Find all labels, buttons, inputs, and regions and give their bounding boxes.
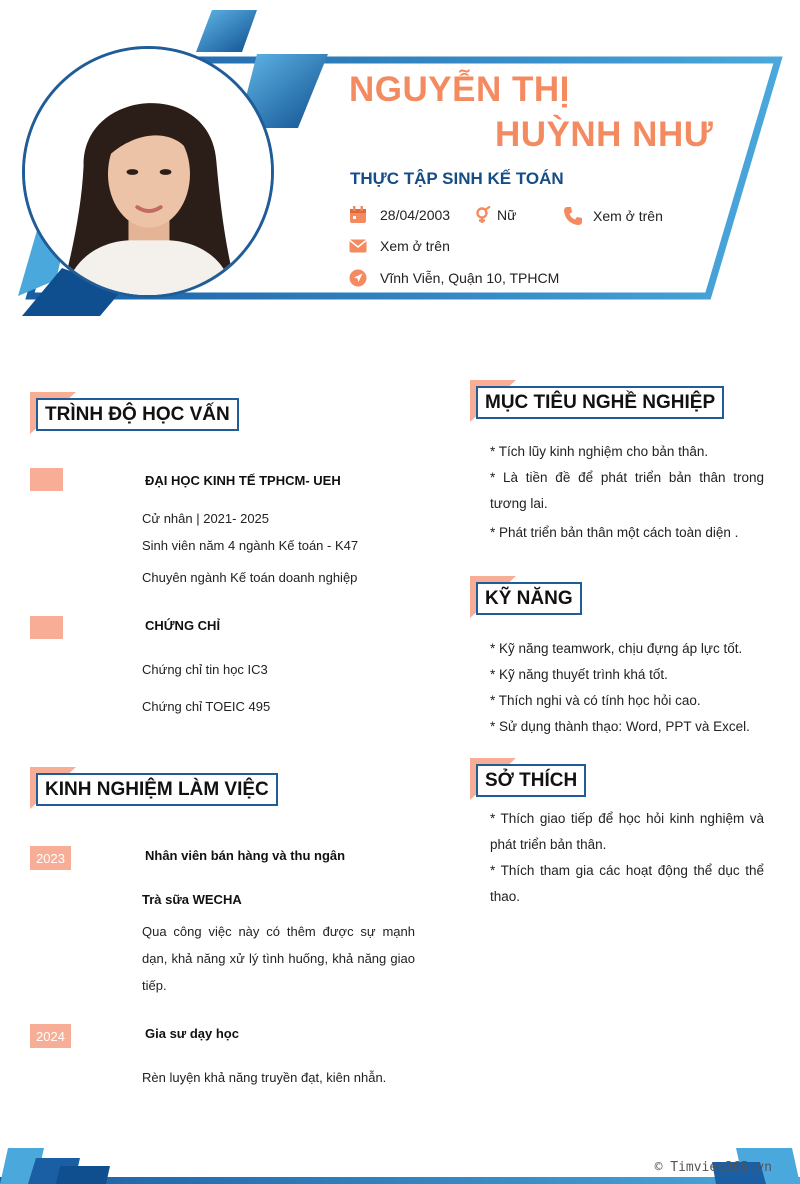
skills-heading [470,576,600,618]
degree-text: Cử nhân | 2021- 2025 [142,511,270,526]
certificate-marker [30,616,63,639]
skill-item-2: * Kỹ năng thuyết trình khá tốt. [490,667,668,682]
objective-heading-text: MỤC TIÊU NGHỀ NGHIỆP [476,386,724,419]
job-1-title: Nhân viên bán hàng và thu ngân [145,848,346,863]
hobbies-heading-text: SỞ THÍCH [476,764,586,797]
mail-icon [349,237,367,255]
experience-heading [30,767,280,809]
skills-heading-text: KỸ NĂNG [476,582,582,615]
job-1-description: Qua công việc này có thêm được sự mạnh dạn, khả năng xử lý tình huống, khả năng giao tiếp. [142,924,415,993]
skill-item-4: * Sử dụng thành thạo: Word, PPT và Excel. [490,719,750,734]
location-icon [349,269,367,287]
hobby-item-2: * Thích tham gia các hoạt động thể dục thể thao. [490,863,764,904]
education-heading-text: TRÌNH ĐỘ HỌC VẤN [36,398,239,431]
education-marker [30,468,63,491]
major-text: Chuyên ngành Kế toán doanh nghiệp [142,570,358,585]
skill-item-1: * Kỹ năng teamwork, chịu đựng áp lực tốt. [490,641,743,656]
job-1-company: Trà sữa WECHA [142,892,242,907]
certificate-1: Chứng chỉ tin học IC3 [142,662,268,677]
address-info [349,269,559,287]
gender-text: Nữ [497,207,517,223]
phone-icon [563,206,583,226]
phone-info [563,206,663,226]
job-2-title: Gia sư dạy học [145,1026,239,1041]
objective-heading [470,380,730,422]
gender-icon [474,206,492,224]
hobby-item-1: * Thích giao tiếp để học hỏi kinh nghiệm và phát triển bản thân. [490,811,764,852]
email-text: Xem ở trên [380,238,450,254]
skill-item-3: * Thích nghi và có tính học hỏi cao. [490,693,701,708]
objective-item-1: * Tích lũy kinh nghiệm cho bản thân. [490,444,709,459]
watermark: © Timviec365.vn [654,1160,772,1175]
hobbies-heading [470,758,600,800]
email-info [349,237,450,255]
portrait-image [25,49,271,295]
experience-heading-text: KINH NGHIỆM LÀM VIỆC [36,773,278,806]
student-status: Sinh viên năm 4 ngành Kế toán - K47 [142,538,359,553]
job-title: THỰC TẬP SINH KẾ TOÁN [350,169,564,188]
calendar-icon [349,206,367,224]
job-1-year: 2023 [30,846,71,870]
phone-text: Xem ở trên [593,208,663,224]
birthday-text: 28/04/2003 [380,207,451,223]
certificate-heading: CHỨNG CHỈ [145,618,221,633]
name-line-1: NGUYỄN THỊ [349,70,570,109]
job-2-year: 2024 [30,1024,71,1048]
gender-info [474,206,516,224]
profile-photo [22,46,274,298]
job-2-description: Rèn luyện khả năng truyền đạt, kiên nhẫn. [142,1070,387,1085]
name-line-2: HUỲNH NHƯ [495,115,714,154]
certificate-2: Chứng chỉ TOEIC 495 [142,699,271,714]
education-heading [30,392,250,434]
birthday-info [349,206,450,224]
school-name: ĐẠI HỌC KINH TẾ TPHCM- UEH [145,473,341,488]
objective-item-3: * Phát triển bản thân một cách toàn diện . [490,525,739,540]
address-text: Vĩnh Viễn, Quận 10, TPHCM [380,270,560,286]
objective-item-2: * Là tiền đề để phát triển bản thân trong tương lai. [490,470,764,511]
